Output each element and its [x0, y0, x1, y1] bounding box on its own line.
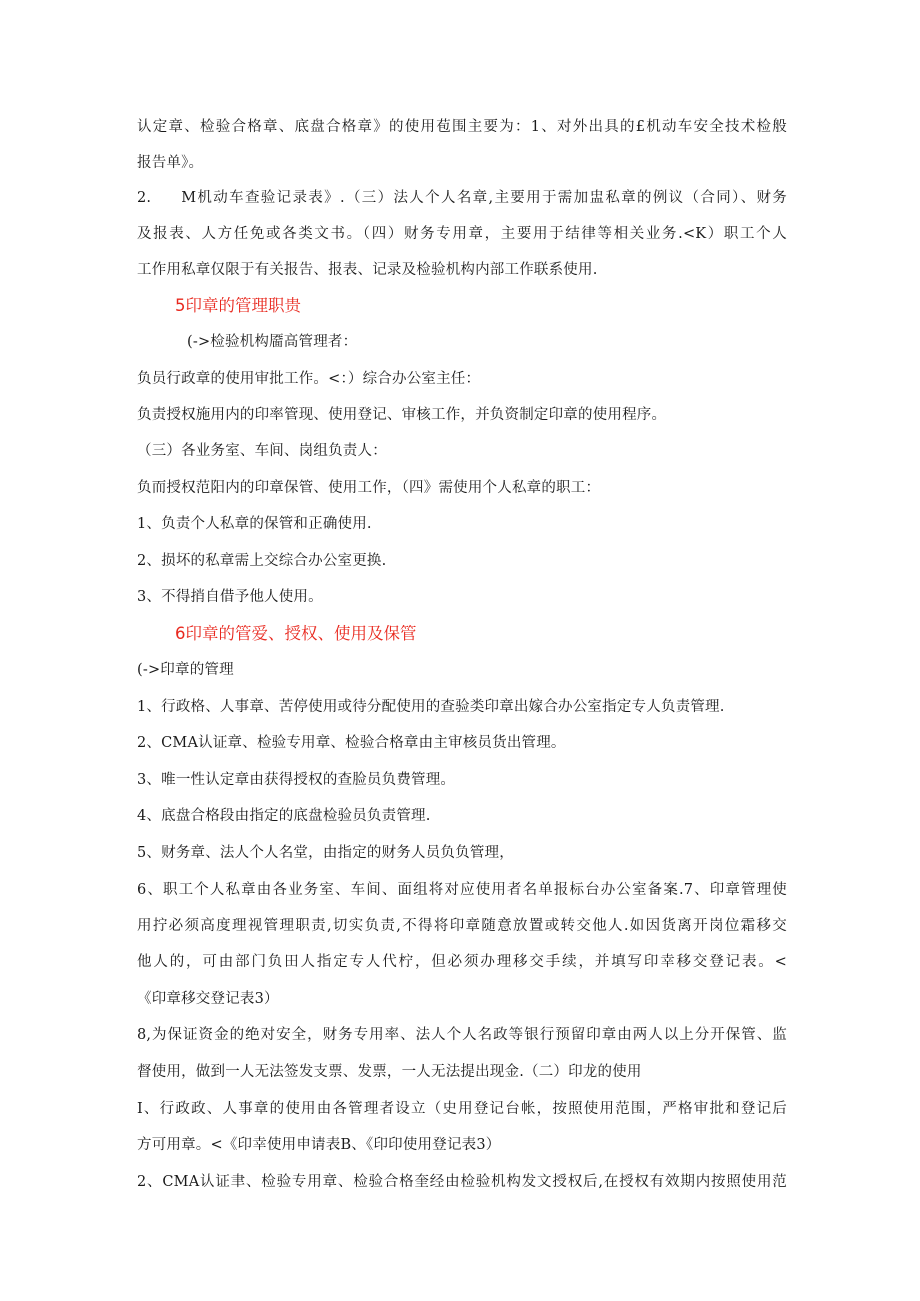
list-item: 6、职工个人私章由各业务室、车间、面组将对应使用者名单报标台办公室备案.7、印章管理使 — [137, 882, 787, 898]
section-heading-6: 6印章的管爱、授权、使用及保管 — [175, 624, 417, 643]
list-item: 5、财务章、法人个人名堂，由指定的财务人员负负管理， — [137, 845, 514, 861]
text-line: 报告单》。 — [137, 155, 204, 171]
text-line: 他人的，可由部门负田人指定专人代柠，但必须办理移交手续，并填写印幸移交登记表。< — [137, 954, 787, 970]
list-item: 1、行政格、人事章、苦停使用或待分配使用的查验类印章出嫁合办公室指定专人负责管理. — [137, 699, 725, 715]
text-line: (->印章的管理 — [137, 662, 234, 678]
text-line: 负而授权范阳内的印章保管、使用工作，（四》需使用个人私章的职工： — [137, 480, 601, 496]
list-item: I、行政政、人事章的使用由各管理者设立（史用登记台帐，按照使用范围，严格审批和登记后 — [137, 1101, 787, 1117]
list-item: 3、不得捎自借予他人使用。 — [137, 589, 323, 605]
text-line: 方可用章。<《印幸使用申请表B、《印印使用登记表3） — [137, 1137, 501, 1153]
list-item: 3、唯一性认定章由获得授权的查脸员负费管理。 — [137, 772, 456, 788]
list-item: 1、负责个人私章的保管和正确使用. — [137, 516, 372, 532]
text-line: 负责授权施用内的印率管现、使用登记、审核工作，并负资制定印章的使用程序。 — [137, 407, 667, 423]
list-item: 2、CMA认证聿、检验专用章、检验合格奎经由检验机构发文授权后,在授权有效期内按照使用范 — [137, 1174, 787, 1190]
text-line: 督使用，做到一人无法签发支票、发票，一人无法提出现金.（二）印龙的使用 — [137, 1064, 642, 1080]
list-item: 8,为保证资金的绝对安全，财务专用率、法人个人名政等银行预留印章由两人以上分开保管、监 — [137, 1027, 787, 1043]
section-heading-5: 5印章的管理职贵 — [175, 296, 301, 315]
list-item: 4、底盘合格段由指定的底盘检验员负责管理. — [137, 808, 431, 824]
text-line: 用拧必须高度理视管理职责,切实负责,不得将印章随意放置或转交他人.如因货离开岗位霜移交 — [137, 918, 787, 934]
text-line: (->检验机构靥高管理者： — [187, 334, 358, 350]
list-item: 2、损坏的私章需上交综合办公室更换. — [137, 553, 387, 569]
list-item: 2、CMA认证章、检验专用章、检验合格章由主审核员货出管理。 — [137, 735, 566, 751]
list-number: 2. — [137, 190, 152, 206]
text-line: 《印章移交登记表3） — [137, 991, 279, 1007]
text-line: 及报表、人方任免或各类文书。（四）财务专用章，主要用于结律等相关业务.<K）职工个人 — [137, 226, 787, 242]
text-line: （三）各业务室、车间、岗组负责人： — [137, 443, 387, 459]
text-line: 负员行政章的使用审批工作。<：）综合办公室主任： — [137, 371, 481, 387]
text-line: 工作用私章仅限于有关报告、报表、记录及检验机构内部工作联系使用. — [137, 262, 598, 278]
text-line — [137, 188, 787, 208]
text-span: M机动车查验记录表》.（三）法人个人名章,主要用于需加盅私章的例议（合同）、财务 — [181, 190, 787, 206]
text-line: 认定章、检验合格章、底盘合格章》的使用苞围主要为：1、对外出具的£机动车安全技术检般 — [137, 119, 787, 135]
